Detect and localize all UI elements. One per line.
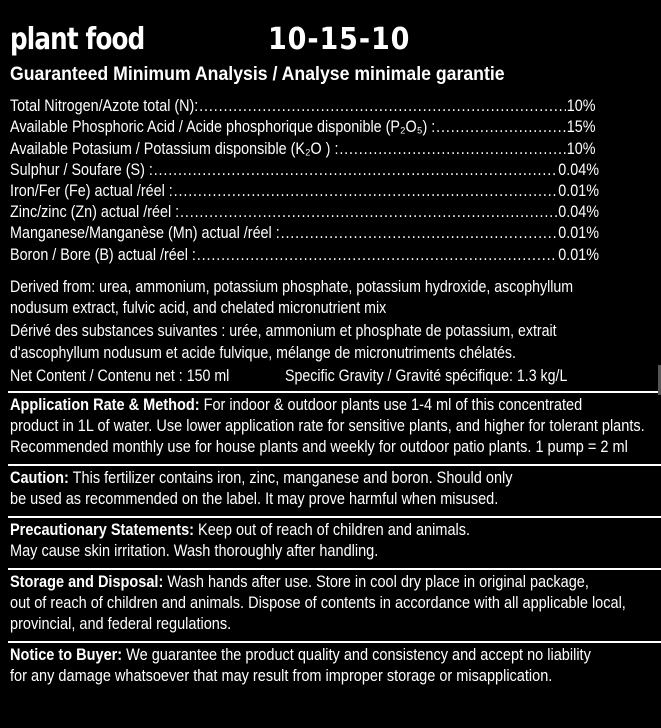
nutrient-value: 0.01% [558, 245, 599, 264]
analysis-row [10, 137, 596, 158]
analysis-row [10, 222, 599, 243]
notice-text: We guarantee the product quality and consistency and accept no liability [122, 646, 591, 664]
net-content: Net Content / Contenu net : 150 ml [10, 367, 230, 385]
application-text: Recommended monthly use for house plants and weekly for outdoor patio plants. 1 pump = 2 ml [10, 438, 628, 457]
storage-text: out of reach of children and animals. Dispose of contents in accordance with all applicable local, [10, 594, 626, 613]
application-heading: Application Rate & Method: [10, 396, 200, 414]
storage-heading: Storage and Disposal: [10, 573, 164, 591]
specific-gravity: Specific Gravity / Gravité spécifique: 1.3 kg/L [285, 367, 568, 385]
nutrient-name: Total Nitrogen/Azote total (N): [10, 97, 199, 116]
application-section [10, 395, 645, 459]
nutrient-name: Manganese/Manganèse (Mn) actual /réel : [10, 224, 280, 243]
application-text: product in 1L of water. Use lower application rate for sensitive plants, and higher for tolerant plants. [10, 417, 645, 436]
analysis-table [10, 95, 599, 265]
leader-dots [436, 118, 566, 137]
storage-text: Wash hands after use. Store in cool dry place in original package, [163, 573, 589, 591]
leader-dots [197, 246, 558, 265]
nutrient-value: 10% [566, 139, 596, 158]
caution-text: be used as recommended on the label. It may prove harmful when misused. [10, 490, 499, 509]
analysis-row [10, 180, 599, 201]
precautionary-text: Keep out of reach of children and animals. [193, 521, 471, 539]
caution-heading: Caution: [10, 469, 69, 487]
nutrient-name: Available Potasium / Potassium disponsible (K₂O ) : [10, 139, 339, 158]
nutrient-value: 15% [566, 118, 596, 137]
derived-fr-line1: Dérivé des substances suivantes : urée, ammonium et phosphate de potassium, extrait [10, 322, 557, 340]
precautionary-section [10, 520, 470, 562]
nutrient-value: 10% [566, 97, 596, 116]
caution-section [10, 468, 513, 510]
divider [8, 391, 661, 393]
leader-dots [281, 224, 558, 243]
npk-ratio: 10-15-10 [268, 22, 411, 57]
divider [8, 568, 661, 570]
title-row [10, 22, 660, 58]
caution-text: This fertilizer contains iron, zinc, manganese and boron. Should only [68, 469, 513, 487]
derived-fr-line2: d'ascophyllum nodusum et acide fulvique, mélange de micronutriments chélatés. [10, 344, 516, 362]
leader-dots [154, 161, 558, 180]
analysis-row [10, 243, 599, 264]
nutrient-value: 0.01% [558, 181, 599, 200]
analysis-row [10, 201, 599, 222]
analysis-row [10, 159, 599, 180]
precautionary-heading: Precautionary Statements: [10, 521, 194, 539]
analysis-heading: Guaranteed Minimum Analysis / Analyse minimale garantie [10, 64, 505, 85]
storage-section [10, 572, 626, 636]
leader-dots [199, 97, 566, 116]
nutrient-name: Zinc/zinc (Zn) actual /réel : [10, 203, 180, 222]
leader-dots [180, 203, 557, 222]
derived-en-line1: Derived from: urea, ammonium, potassium phosphate, potassium hydroxide, ascophyllum [10, 278, 574, 296]
nutrient-name: Sulphur / Soufare (S) : [10, 160, 153, 179]
nutrient-value: 0.04% [558, 160, 599, 179]
application-text: For indoor & outdoor plants use 1-4 ml of this concentrated [199, 396, 583, 414]
notice-text: for any damage whatsoever that may result from improper storage or misapplication. [10, 667, 553, 686]
derived-en-line2: nodusum extract, fulvic acid, and chelated micronutrient mix [10, 299, 387, 317]
divider [8, 464, 661, 466]
storage-text: provincial, and federal regulations. [10, 615, 232, 634]
precautionary-text: May cause skin irritation. Wash thoroughly after handling. [10, 542, 379, 561]
product-name: plant food [10, 22, 145, 57]
nutrient-name: Available Phosphoric Acid / Acide phosphorique disponible (P₂O₅) : [10, 118, 436, 137]
divider [8, 641, 661, 643]
analysis-row [10, 116, 596, 137]
notice-heading: Notice to Buyer: [10, 646, 123, 664]
nutrient-name: Iron/Fer (Fe) actual /réel : [10, 181, 173, 200]
analysis-row [10, 95, 596, 116]
leader-dots [339, 140, 566, 159]
nutrient-name: Boron / Bore (B) actual /réel : [10, 245, 196, 264]
notice-section [10, 645, 591, 687]
nutrient-value: 0.04% [558, 203, 599, 222]
leader-dots [174, 182, 558, 201]
nutrient-value: 0.01% [558, 224, 599, 243]
divider [8, 516, 661, 518]
